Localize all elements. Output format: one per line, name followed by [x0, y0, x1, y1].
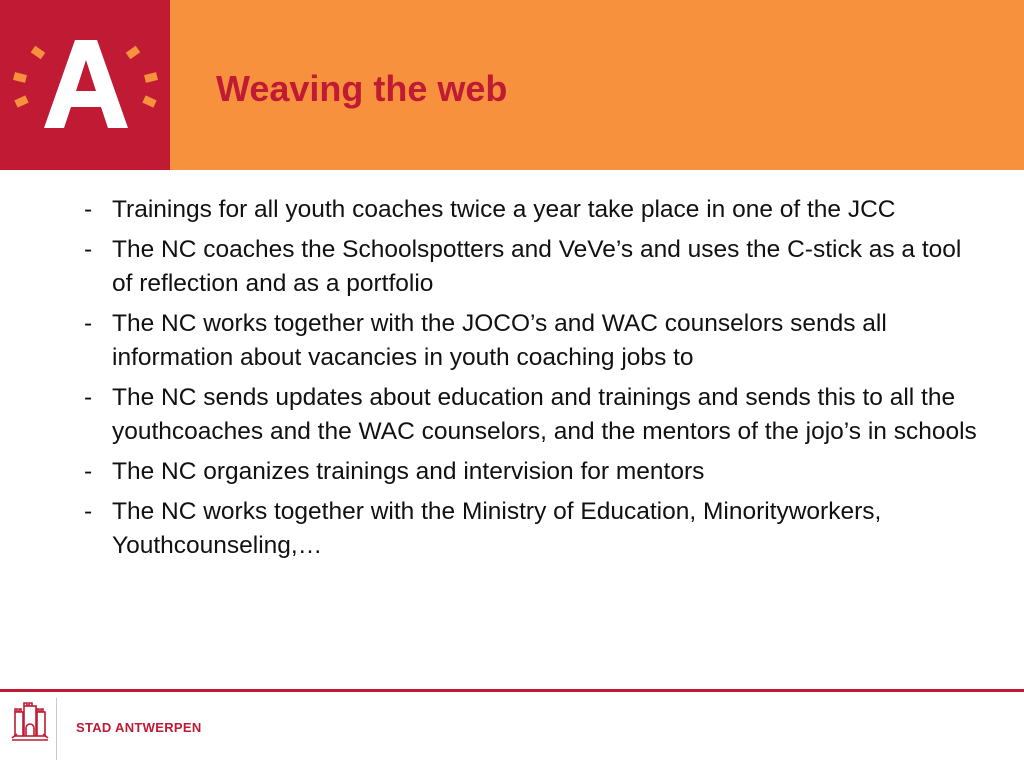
bullet-item: [78, 381, 988, 449]
bullet-dash: -: [84, 498, 93, 525]
footer-divider: [56, 698, 57, 760]
slide-title: Weaving the web: [216, 68, 508, 109]
bullet-dash: -: [84, 196, 93, 223]
bullet-dash: -: [84, 236, 93, 263]
bullet-item: [78, 455, 988, 489]
bullet-text: The NC works together with the Ministry of Education, Minorityworkers, Youthcounseling,…: [112, 498, 882, 559]
footer-brand: STAD ANTWERPEN: [76, 720, 202, 735]
bullet-text: The NC organizes trainings and intervision for mentors: [112, 458, 705, 485]
bullet-dash: -: [84, 310, 93, 337]
bullet-dash: -: [84, 458, 93, 485]
bullet-text: The NC coaches the Schoolspotters and VeVe’s and uses the C-stick as a tool of reflection and as a portfolio: [112, 236, 962, 297]
bullet-item: [78, 193, 988, 227]
bullet-text: The NC sends updates about education and trainings and sends this to all the youthcoaches and the WAC counselors, and the mentors of the jojo’s in schools: [112, 384, 977, 445]
bullet-item: [78, 307, 988, 375]
logo-block: [0, 0, 170, 170]
bullet-text: The NC works together with the JOCO’s and WAC counselors sends all information about vacancies in youth coaching jobs to: [112, 310, 887, 371]
footer: [0, 692, 1024, 768]
bullet-text: Trainings for all youth coaches twice a year take place in one of the JCC: [112, 196, 896, 223]
title-bar: [170, 0, 1024, 170]
bullet-list: [78, 193, 988, 569]
antwerp-a-logo-icon: [0, 0, 170, 170]
bullet-item: [78, 495, 988, 563]
bullet-dash: -: [84, 384, 93, 411]
antwerp-castle-crest-icon: [10, 702, 50, 746]
bullet-item: [78, 233, 988, 301]
